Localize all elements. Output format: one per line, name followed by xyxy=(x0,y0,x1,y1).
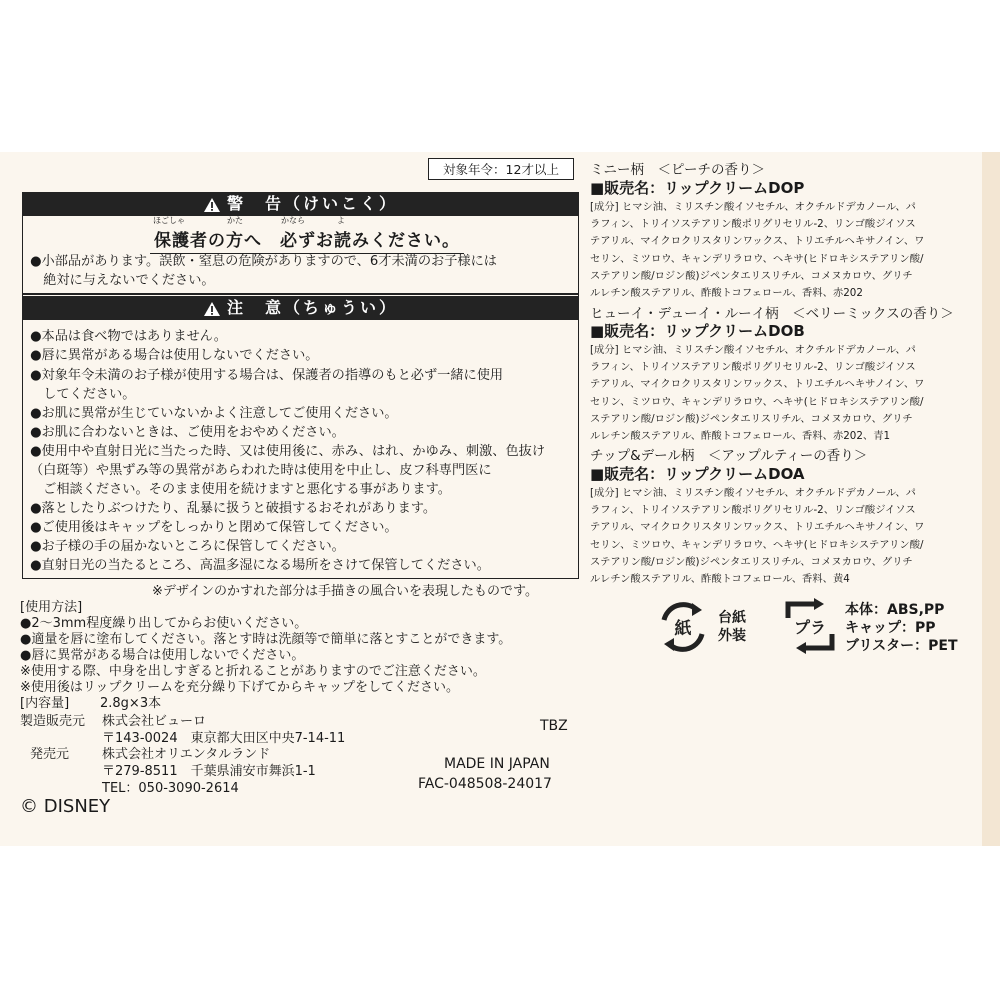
usage-line: ●適量を唇に塗布してください。落とす時は洗顔等で簡単に落とすことができます。 xyxy=(20,632,512,647)
warning-header-text: 警 告（けいこく） xyxy=(226,194,398,213)
caution-line: ●お肌に異常が生じていないかよく注意してご使用ください。 xyxy=(30,406,398,421)
caution-line: ●対象年令未満のお子様が使用する場合は、保護者の指導のもと必ず一緒に使用 xyxy=(30,368,504,383)
caution-line: してください。 xyxy=(30,387,136,402)
paper-label: 外装 xyxy=(718,628,746,644)
product-name: ■販売名：リップクリームDOA xyxy=(590,465,805,483)
usage-line: ※使用する際、中身を出しすぎると折れることがありますのでご注意ください。 xyxy=(20,664,486,679)
usage-title: [使用方法] xyxy=(20,600,83,615)
svg-text:紙: 紙 xyxy=(674,619,692,639)
warning-line: 絶対に与えないでください。 xyxy=(30,273,215,288)
product-name: ■販売名：リップクリームDOB xyxy=(590,322,805,340)
ruby-hogosha: ほごしゃ xyxy=(153,216,185,225)
seller-label: 発売元 xyxy=(30,747,70,762)
ruby-kanara: かなら xyxy=(281,216,305,225)
caution-line: ●お子様の手の届かないところに保管してください。 xyxy=(30,539,345,554)
ruby-yo: よ xyxy=(337,216,345,225)
caution-line: ●ご使用後はキャップをしっかりと閉めて保管してください。 xyxy=(30,520,398,535)
usage-line: ●唇に異常がある場合は使用しないでください。 xyxy=(20,648,305,663)
caution-line: （白斑等）や黒ずみ等の異常があらわれた時は使用を中止し、皮フ科専門医に xyxy=(30,463,492,478)
package-edge xyxy=(982,152,1000,846)
warning-subtitle: 保護者の方へ 必ずお読みください。 xyxy=(150,226,464,254)
product-ingredients: [成分] ヒマシ油、ミリスチン酸イソセチル、オクチルドデカノール、パ ラフィン、トリイソステアリン酸ポリグリセリル-2、リンゴ酸ジイソス テアリル、マイクロクリスタリンワックス、トリエチルヘキサノイン、ワ セリン、ミツロウ、キャンデリラロウ、ヘキサ(ヒドロキシステアリン酸/ ステアリン酸/ロジン酸)ジペンタエリスリチル、コメヌカロウ、グリチ ルレチン酸ステアリル、酢酸トコフェロール、香料、黄4 xyxy=(590,487,925,586)
usage-line: ●2～3mm程度繰り出してからお使いください。 xyxy=(20,616,308,631)
warning-line: ●小部品があります。誤飲・窒息の危険がありますので、6才未満のお子様には xyxy=(30,254,497,269)
seller-tel: TEL：050-3090-2614 xyxy=(102,781,239,796)
plastic-recycle-icon xyxy=(782,598,838,654)
copyright: © DISNEY xyxy=(20,796,111,817)
ruby-kata: かた xyxy=(227,216,243,225)
paper-label: 台紙 xyxy=(718,610,746,626)
made-in-label: MADE IN JAPAN xyxy=(444,756,550,772)
product-title: ミニー柄 ＜ピーチの香り＞ xyxy=(590,162,765,178)
tbz-code: TBZ xyxy=(540,718,568,734)
caution-line: ご相談ください。そのまま使用を続けますと悪化する事があります。 xyxy=(30,482,451,497)
caution-line: ●お肌に合わないときは、ご使用をおやめください。 xyxy=(30,425,345,440)
plastic-line: ブリスター：PET xyxy=(845,638,958,654)
maker-label: 製造販売元 xyxy=(20,714,86,729)
warning-triangle-icon xyxy=(203,197,221,213)
seller-name: 株式会社オリエンタルランド xyxy=(102,747,271,762)
product-title: ヒューイ・デューイ・ルーイ柄 ＜ベリーミックスの香り＞ xyxy=(590,306,954,322)
seller-address: 〒279-8511 千葉県浦安市舞浜1-1 xyxy=(102,764,316,779)
caution-line: ●落としたりぶつけたり、乱暴に扱うと破損するおそれがあります。 xyxy=(30,501,437,516)
warning-header xyxy=(22,192,579,216)
content-label: [内容量] xyxy=(20,696,70,711)
product-name: ■販売名：リップクリームDOP xyxy=(590,179,805,197)
caution-line: ●本品は食べ物ではありません。 xyxy=(30,329,227,344)
fac-code: FAC-048508-24017 xyxy=(418,776,552,792)
caution-line: ●直射日光の当たるところ、高温多湿になる場所をさけて保管してください。 xyxy=(30,558,490,573)
content-value: 2.8g×3本 xyxy=(100,696,162,711)
svg-text:プラ: プラ xyxy=(793,618,827,637)
paper-recycle-icon xyxy=(656,600,710,654)
maker-address: 〒143-0024 東京都大田区中央7-14-11 xyxy=(102,731,346,746)
plastic-line: キャップ：PP xyxy=(845,620,936,636)
caution-line: ●使用中や直射日光に当たった時、又は使用後に、赤み、はれ、かゆみ、刺激、色抜け xyxy=(30,444,546,459)
plastic-line: 本体：ABS,PP xyxy=(845,602,945,618)
usage-line: ※使用後はリップクリームを充分繰り下げてからキャップをしてください。 xyxy=(20,680,459,695)
product-ingredients: [成分] ヒマシ油、ミリスチン酸イソセチル、オクチルドデカノール、パ ラフィン、トリイソステアリン酸ポリグリセリル-2、リンゴ酸ジイソス テアリル、マイクロクリスタリンワックス、トリエチルヘキサノイン、ワ セリン、ミツロウ、キャンデリラロウ、ヘキサ(ヒドロキシステアリン酸/ ステアリン酸/ロジン酸)ジペンタエリスリチル、コメヌカロウ、グリチ ルレチン酸ステアリル、酢酸トコフェロール、香料、赤202 xyxy=(590,201,925,300)
caution-header xyxy=(22,296,579,320)
product-ingredients: [成分] ヒマシ油、ミリスチン酸イソセチル、オクチルドデカノール、パ ラフィン、トリイソステアリン酸ポリグリセリル-2、リンゴ酸ジイソス テアリル、マイクロクリスタリンワックス、トリエチルヘキサノイン、ワ セリン、ミツロウ、キャンデリラロウ、ヘキサ(ヒドロキシステアリン酸/ ステアリン酸/ロジン酸)ジペンタエリスリチル、コメヌカロウ、グリチ ルレチン酸ステアリル、酢酸トコフェロール、香料、赤202、青1 xyxy=(590,344,925,443)
design-note: ※デザインのかすれた部分は手描きの風合いを表現したものです。 xyxy=(152,584,538,599)
age-target-label: 対象年令：12才以上 xyxy=(428,158,574,180)
caution-header-text: 注 意（ちゅうい） xyxy=(226,298,398,317)
caution-line: ●唇に異常がある場合は使用しないでください。 xyxy=(30,348,319,363)
maker-name: 株式会社ビューロ xyxy=(102,714,207,729)
product-title: チップ&デール柄 ＜アップルティーの香り＞ xyxy=(590,448,868,464)
warning-triangle-icon xyxy=(203,301,221,317)
